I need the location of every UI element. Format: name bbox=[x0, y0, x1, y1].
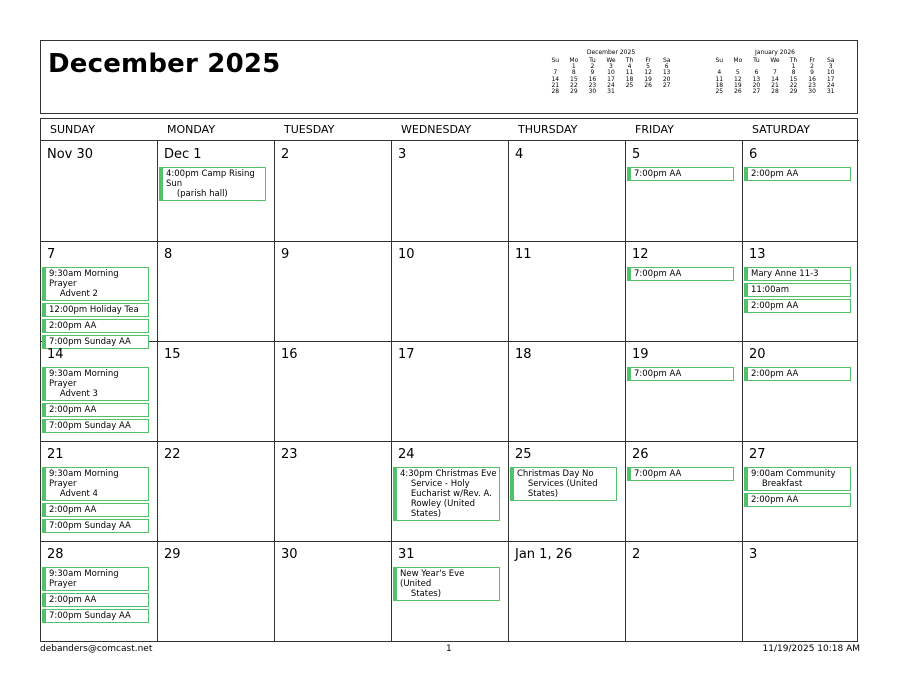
day-number: 11 bbox=[515, 247, 532, 262]
weekday-label: FRIDAY bbox=[635, 123, 674, 136]
mini-day: 30 bbox=[588, 88, 597, 96]
calendar-event[interactable]: Mary Anne 11-3 bbox=[744, 267, 851, 281]
event-list bbox=[627, 367, 734, 383]
event-list bbox=[42, 467, 149, 535]
day-cell[interactable] bbox=[392, 442, 509, 542]
day-number: 19 bbox=[632, 347, 649, 362]
day-cell[interactable] bbox=[41, 542, 158, 642]
mini-day: 29 bbox=[789, 88, 798, 96]
day-number: 7 bbox=[47, 247, 56, 262]
event-list bbox=[744, 167, 851, 183]
month-grid bbox=[40, 118, 858, 642]
mini-day: 25 bbox=[625, 81, 634, 89]
day-cell[interactable] bbox=[275, 542, 392, 642]
day-number: 26 bbox=[632, 447, 649, 462]
day-cell[interactable] bbox=[626, 542, 743, 642]
day-number: 22 bbox=[164, 447, 181, 462]
mini-weekday-label: Tu bbox=[753, 57, 760, 64]
calendar-header bbox=[40, 40, 858, 114]
mini-day: 6 bbox=[754, 69, 759, 77]
mini-day: 21 bbox=[551, 81, 560, 89]
day-number: 17 bbox=[398, 347, 415, 362]
event-list bbox=[510, 467, 617, 503]
event-list bbox=[393, 467, 500, 523]
weekday-label: MONDAY bbox=[167, 123, 216, 136]
calendar-event[interactable]: Christmas Day No Services (United States) bbox=[510, 467, 617, 501]
mini-weekday-label: Tu bbox=[589, 57, 596, 64]
mini-day: 22 bbox=[789, 81, 798, 89]
mini-weekday-label: Mo bbox=[733, 57, 743, 64]
mini-day: 19 bbox=[734, 81, 742, 89]
day-number: Nov 30 bbox=[47, 147, 94, 162]
mini-day: 24 bbox=[607, 81, 615, 89]
mini-weekday-label: Th bbox=[789, 57, 798, 64]
day-cell[interactable] bbox=[509, 542, 626, 642]
event-list bbox=[627, 467, 734, 483]
day-cell[interactable] bbox=[743, 342, 859, 442]
calendar-event[interactable]: 4:30pm Christmas Eve Service - Holy Eucharist w/Rev. A. Rowley (United States) bbox=[393, 467, 500, 521]
day-number: 24 bbox=[398, 447, 415, 462]
mini-day: 14 bbox=[551, 75, 560, 83]
weekday-label: SUNDAY bbox=[50, 123, 95, 136]
day-number: 28 bbox=[47, 547, 64, 562]
day-number: 16 bbox=[281, 347, 298, 362]
weekday-label: SATURDAY bbox=[752, 123, 810, 136]
calendar-event[interactable]: 11:00am bbox=[744, 283, 851, 297]
mini-day: 17 bbox=[826, 75, 835, 83]
day-cell[interactable] bbox=[509, 442, 626, 542]
mini-day: 15 bbox=[789, 75, 798, 83]
day-number: 18 bbox=[515, 347, 532, 362]
day-cell[interactable] bbox=[509, 242, 626, 342]
mini-day: 23 bbox=[808, 81, 816, 89]
calendar-event[interactable]: 9:30am Morning Prayer Advent 3 bbox=[42, 367, 149, 401]
calendar-event[interactable]: 9:00am Community Breakfast bbox=[744, 467, 851, 491]
day-cell[interactable] bbox=[158, 542, 275, 642]
mini-day: 16 bbox=[588, 75, 597, 83]
mini-day: 25 bbox=[715, 88, 724, 96]
event-list bbox=[159, 167, 266, 203]
calendar-event[interactable]: 7:00pm AA bbox=[627, 367, 734, 381]
calendar-event[interactable]: 2:00pm AA bbox=[744, 493, 851, 507]
mini-day: 28 bbox=[551, 88, 560, 96]
calendar-event[interactable]: 7:00pm Sunday AA bbox=[42, 519, 149, 533]
day-number: Jan 1, 26 bbox=[515, 547, 573, 562]
mini-weekday-label: Sa bbox=[662, 57, 671, 64]
mini-day: 15 bbox=[570, 75, 578, 83]
day-number: 23 bbox=[281, 447, 298, 462]
mini-day: 28 bbox=[771, 88, 779, 96]
mini-day: 1 bbox=[791, 63, 796, 70]
day-cell[interactable] bbox=[626, 242, 743, 342]
event-list bbox=[42, 567, 149, 625]
day-cell[interactable] bbox=[158, 242, 275, 342]
calendar-event[interactable]: 2:00pm AA bbox=[42, 319, 149, 333]
weekday-header-row bbox=[41, 119, 859, 141]
day-number: 25 bbox=[515, 447, 532, 462]
day-number: 3 bbox=[749, 547, 758, 562]
mini-day: 9 bbox=[590, 69, 595, 77]
day-number: 29 bbox=[164, 547, 181, 562]
day-cell[interactable] bbox=[392, 142, 509, 242]
day-number: 2 bbox=[281, 147, 290, 162]
mini-day: 11 bbox=[715, 75, 724, 83]
day-cell[interactable] bbox=[392, 542, 509, 642]
day-number: 8 bbox=[164, 247, 173, 262]
weekday-label: TUESDAY bbox=[284, 123, 335, 136]
calendar-event[interactable]: 7:00pm AA bbox=[627, 467, 734, 481]
weekday-label: THURSDAY bbox=[518, 123, 578, 136]
mini-day bbox=[620, 89, 639, 95]
mini-day: 6 bbox=[664, 63, 669, 70]
day-cell[interactable] bbox=[158, 142, 275, 242]
mini-day: 10 bbox=[826, 69, 835, 77]
mini-day: 10 bbox=[607, 69, 615, 77]
mini-day: 18 bbox=[625, 75, 634, 83]
day-cell[interactable] bbox=[41, 242, 158, 347]
mini-day: 26 bbox=[644, 81, 652, 89]
day-cell[interactable] bbox=[158, 342, 275, 442]
mini-weekday-label: Su bbox=[715, 57, 724, 64]
mini-calendar bbox=[705, 49, 845, 95]
calendar-event[interactable]: 7:00pm AA bbox=[627, 267, 734, 281]
mini-day: 4 bbox=[717, 69, 722, 77]
day-cell[interactable] bbox=[41, 142, 158, 242]
event-list bbox=[627, 167, 734, 183]
mini-day: 7 bbox=[553, 69, 558, 77]
mini-day: 11 bbox=[625, 69, 634, 77]
mini-day: 18 bbox=[715, 81, 724, 89]
mini-day: 30 bbox=[808, 88, 816, 96]
mini-day: 14 bbox=[771, 75, 779, 83]
mini-day: 26 bbox=[734, 88, 742, 96]
calendar-event[interactable]: 2:00pm AA bbox=[42, 503, 149, 517]
day-number: 13 bbox=[749, 247, 766, 262]
mini-day: 4 bbox=[627, 63, 632, 70]
mini-day: 27 bbox=[662, 81, 671, 89]
mini-day: 8 bbox=[571, 69, 576, 77]
day-cell[interactable] bbox=[743, 542, 859, 642]
mini-day: 20 bbox=[752, 81, 761, 89]
day-number: 21 bbox=[47, 447, 64, 462]
mini-day: 27 bbox=[752, 88, 761, 96]
day-cell[interactable] bbox=[743, 142, 859, 242]
day-number: 14 bbox=[47, 347, 64, 362]
day-cell[interactable] bbox=[509, 342, 626, 442]
day-cell[interactable] bbox=[275, 142, 392, 242]
mini-weekday-label: We bbox=[770, 57, 780, 64]
mini-day: 16 bbox=[808, 75, 816, 83]
weekday-label: WEDNESDAY bbox=[401, 123, 472, 136]
mini-weekday-label: Mo bbox=[569, 57, 579, 64]
footer-timestamp: 11/19/2025 10:18 AM bbox=[762, 644, 860, 654]
day-cell[interactable] bbox=[275, 442, 392, 542]
calendar-event[interactable]: 7:00pm AA bbox=[627, 167, 734, 181]
day-number: 9 bbox=[281, 247, 290, 262]
mini-day: 9 bbox=[810, 69, 814, 77]
mini-day: 31 bbox=[607, 88, 615, 96]
footer-page-number: 1 bbox=[446, 644, 452, 654]
calendar-event[interactable]: 9:30am Morning Prayer Advent 2 bbox=[42, 267, 149, 301]
mini-calendar-title: January 2026 bbox=[755, 49, 795, 56]
day-number: 10 bbox=[398, 247, 415, 262]
mini-day: 2 bbox=[590, 63, 595, 70]
calendar-event[interactable]: 7:00pm Sunday AA bbox=[42, 609, 149, 623]
day-cell[interactable] bbox=[41, 442, 158, 542]
mini-day: 22 bbox=[570, 81, 578, 89]
event-list bbox=[42, 267, 149, 351]
event-list bbox=[744, 267, 851, 315]
day-number: 2 bbox=[632, 547, 641, 562]
day-number: 5 bbox=[632, 147, 641, 162]
mini-day: 21 bbox=[771, 81, 779, 89]
day-cell[interactable] bbox=[509, 142, 626, 242]
event-list bbox=[744, 467, 851, 509]
page-title: December 2025 bbox=[48, 49, 281, 79]
calendar-event[interactable]: 7:00pm Sunday AA bbox=[42, 335, 149, 349]
mini-day bbox=[639, 89, 658, 95]
mini-day: 13 bbox=[752, 75, 761, 83]
mini-day: 3 bbox=[609, 63, 613, 70]
mini-calendar bbox=[541, 49, 681, 95]
day-number: 15 bbox=[164, 347, 181, 362]
calendar-event[interactable]: 2:00pm AA bbox=[744, 367, 851, 381]
day-cell[interactable] bbox=[392, 242, 509, 342]
calendar-event[interactable]: New Year's Eve (United States) bbox=[393, 567, 500, 601]
mini-day: 3 bbox=[828, 63, 833, 70]
day-number: 4 bbox=[515, 147, 524, 162]
event-list bbox=[627, 267, 734, 283]
day-cell[interactable] bbox=[275, 242, 392, 342]
day-number: 6 bbox=[749, 147, 758, 162]
calendar-event[interactable]: 2:00pm AA bbox=[42, 593, 149, 607]
mini-day: 12 bbox=[734, 75, 742, 83]
mini-day: 7 bbox=[773, 69, 777, 77]
mini-weekday-label: Su bbox=[551, 57, 560, 64]
mini-day: 24 bbox=[826, 81, 835, 89]
day-number: 20 bbox=[749, 347, 766, 362]
day-number: 12 bbox=[632, 247, 649, 262]
event-list bbox=[744, 367, 851, 383]
mini-weekday-label: We bbox=[606, 57, 616, 64]
calendar-event[interactable]: 9:30am Morning Prayer bbox=[42, 567, 149, 591]
day-cell[interactable] bbox=[626, 342, 743, 442]
mini-day: 2 bbox=[810, 63, 814, 70]
calendar-event[interactable]: 4:00pm Camp Rising Sun (parish hall) bbox=[159, 167, 266, 201]
day-cell[interactable] bbox=[392, 342, 509, 442]
mini-day: 20 bbox=[662, 75, 671, 83]
mini-weekday-label: Sa bbox=[826, 57, 835, 64]
mini-day: 5 bbox=[735, 69, 740, 77]
day-cell[interactable] bbox=[41, 342, 158, 442]
mini-weekday-label: Fr bbox=[809, 57, 815, 64]
calendar-event[interactable]: 2:00pm AA bbox=[744, 299, 851, 313]
day-cell[interactable] bbox=[158, 442, 275, 542]
footer-email: debanders@comcast.net bbox=[40, 644, 153, 654]
day-cell[interactable] bbox=[743, 242, 859, 342]
mini-calendar-title: December 2025 bbox=[586, 49, 636, 56]
mini-day bbox=[657, 89, 676, 95]
event-list bbox=[42, 367, 149, 435]
day-number: 30 bbox=[281, 547, 298, 562]
day-number: 3 bbox=[398, 147, 407, 162]
day-number: 27 bbox=[749, 447, 766, 462]
calendar-event[interactable]: 7:00pm Sunday AA bbox=[42, 419, 149, 433]
mini-day: 12 bbox=[644, 69, 652, 77]
calendar-event[interactable]: 2:00pm AA bbox=[744, 167, 851, 181]
mini-day: 17 bbox=[607, 75, 615, 83]
mini-day: 8 bbox=[791, 69, 796, 77]
day-cell[interactable] bbox=[626, 142, 743, 242]
mini-day: 5 bbox=[646, 63, 650, 70]
mini-day: 29 bbox=[570, 88, 578, 96]
calendar-event[interactable]: 9:30am Morning Prayer Advent 4 bbox=[42, 467, 149, 501]
day-number: Dec 1 bbox=[164, 147, 202, 162]
mini-day: 23 bbox=[588, 81, 597, 89]
day-cell[interactable] bbox=[743, 442, 859, 542]
mini-day: 19 bbox=[644, 75, 652, 83]
mini-weekday-label: Fr bbox=[645, 57, 651, 64]
day-cell[interactable] bbox=[626, 442, 743, 542]
calendar-event[interactable]: 12:00pm Holiday Tea bbox=[42, 303, 149, 317]
mini-day: 1 bbox=[571, 63, 576, 70]
day-number: 31 bbox=[398, 547, 415, 562]
day-cell[interactable] bbox=[275, 342, 392, 442]
mini-weekday-label: Th bbox=[625, 57, 634, 64]
event-list bbox=[393, 567, 500, 603]
mini-day: 13 bbox=[662, 69, 671, 77]
calendar-event[interactable]: 2:00pm AA bbox=[42, 403, 149, 417]
mini-day: 31 bbox=[826, 88, 835, 96]
